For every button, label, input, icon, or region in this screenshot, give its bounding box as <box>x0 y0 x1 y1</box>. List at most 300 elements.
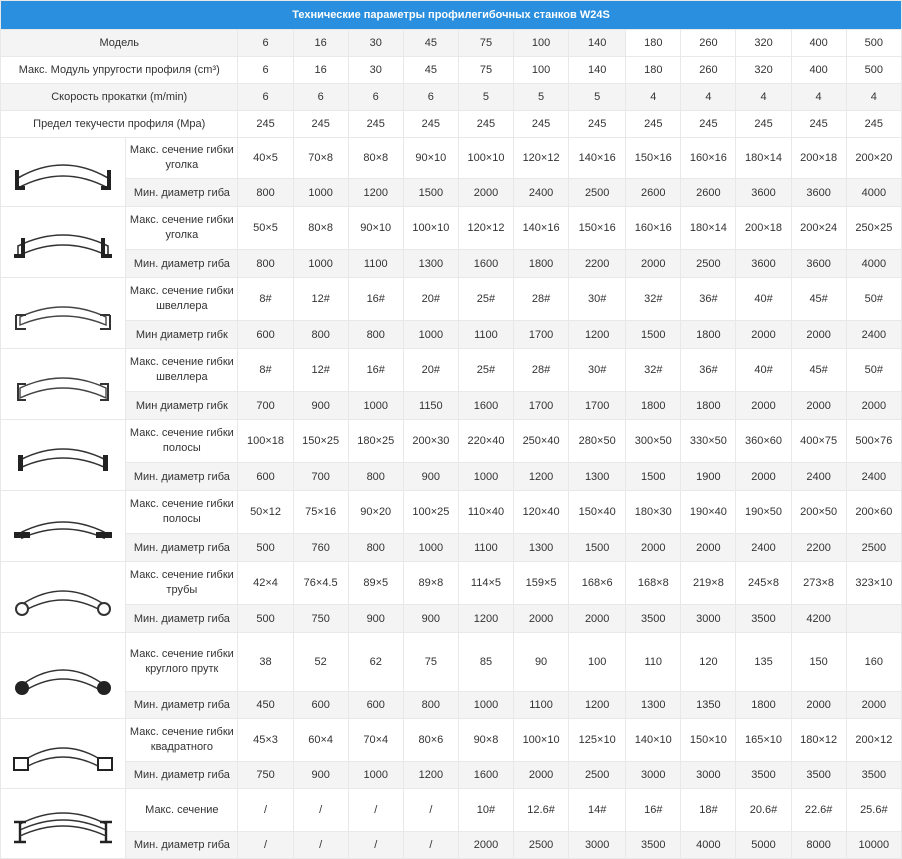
table-cell: 2600 <box>626 179 681 207</box>
table-cell: 400 <box>791 30 846 57</box>
table-cell: 2000 <box>514 762 569 789</box>
table-cell: 900 <box>293 762 348 789</box>
table-cell: 2000 <box>791 692 846 719</box>
table-cell: 2400 <box>846 463 901 491</box>
row-label: Мин. диаметр гиба <box>126 179 238 207</box>
table-cell: 180 <box>626 30 681 57</box>
table-cell: 500 <box>238 534 293 562</box>
table-row <box>1 420 902 463</box>
table-cell: 135 <box>736 633 791 692</box>
table-cell: 2000 <box>846 692 901 719</box>
table-cell: 320 <box>736 30 791 57</box>
table-row <box>1 250 902 278</box>
table-cell: 25# <box>458 278 513 321</box>
table-cell: 2000 <box>736 392 791 420</box>
table-cell: 4 <box>791 84 846 111</box>
table-cell: 800 <box>293 321 348 349</box>
table-cell: 800 <box>348 534 403 562</box>
row-label: Скорость прокатки (m/min) <box>1 84 238 111</box>
table-cell: 1700 <box>569 392 626 420</box>
table-cell: 3600 <box>791 179 846 207</box>
table-cell: 4000 <box>846 250 901 278</box>
pipe-profile-icon <box>1 562 126 633</box>
row-label: Мин диаметр гибк <box>126 321 238 349</box>
table-cell: 2000 <box>514 605 569 633</box>
table-cell: 2000 <box>736 463 791 491</box>
table-cell: 4000 <box>846 179 901 207</box>
table-cell: 200×12 <box>846 719 901 762</box>
table-cell: 100 <box>514 30 569 57</box>
row-label: Макс. сечение гибки полосы <box>126 420 238 463</box>
table-cell: 1300 <box>626 692 681 719</box>
table-cell: 250×25 <box>846 207 901 250</box>
table-cell: 12# <box>293 349 348 392</box>
table-cell: 28# <box>514 349 569 392</box>
table-title: Технические параметры профилегибочных станков W24S <box>1 1 902 30</box>
table-cell: 80×6 <box>403 719 458 762</box>
table-row <box>1 207 902 250</box>
row-label: Макс. сечение гибки швеллера <box>126 278 238 321</box>
table-cell: 2400 <box>846 321 901 349</box>
table-cell: 280×50 <box>569 420 626 463</box>
table-cell: 1200 <box>348 179 403 207</box>
table-cell: 3600 <box>736 179 791 207</box>
table-cell: 1500 <box>403 179 458 207</box>
table-cell: 3000 <box>681 762 736 789</box>
table-cell: 800 <box>238 179 293 207</box>
table-cell: 10# <box>458 789 513 832</box>
table-cell: 600 <box>348 692 403 719</box>
table-cell: 700 <box>293 463 348 491</box>
table-cell: 38 <box>238 633 293 692</box>
table-cell: 6 <box>238 30 293 57</box>
table-cell: 140 <box>569 30 626 57</box>
table-cell: 140×10 <box>626 719 681 762</box>
table-cell: 180×14 <box>681 207 736 250</box>
table-cell: 150×25 <box>293 420 348 463</box>
table-cell: 245 <box>458 111 513 138</box>
table-row <box>1 762 902 789</box>
table-cell: 62 <box>348 633 403 692</box>
flat-bar-vertical-profile-icon <box>1 420 126 491</box>
table-cell: 75 <box>403 633 458 692</box>
table-cell: 1100 <box>514 692 569 719</box>
header-row <box>1 57 902 84</box>
table-cell: 1000 <box>458 692 513 719</box>
table-cell: 36# <box>681 349 736 392</box>
table-cell: 25.6# <box>846 789 901 832</box>
table-cell: 80×8 <box>293 207 348 250</box>
table-cell: 160×16 <box>681 138 736 179</box>
table-cell: 6 <box>403 84 458 111</box>
table-cell: 200×24 <box>791 207 846 250</box>
table-cell: 2500 <box>569 762 626 789</box>
table-row <box>1 392 902 420</box>
table-cell: 120×12 <box>514 138 569 179</box>
table-row <box>1 463 902 491</box>
table-cell: 245×8 <box>736 562 791 605</box>
table-cell: 12.6# <box>514 789 569 832</box>
table-cell: 30 <box>348 57 403 84</box>
table-cell: 500×76 <box>846 420 901 463</box>
table-cell: 1000 <box>348 392 403 420</box>
table-row <box>1 278 902 321</box>
table-cell: 110×40 <box>458 491 513 534</box>
table-row <box>1 789 902 832</box>
table-cell: 320 <box>736 57 791 84</box>
row-label: Макс. Модуль упругости профиля (cm³) <box>1 57 238 84</box>
table-cell: 2000 <box>791 392 846 420</box>
table-cell: 1800 <box>626 392 681 420</box>
table-cell: / <box>403 789 458 832</box>
table-cell: 3500 <box>736 605 791 633</box>
table-cell: 2500 <box>569 179 626 207</box>
table-cell: 600 <box>238 463 293 491</box>
table-cell: 3500 <box>791 762 846 789</box>
table-cell: 89×5 <box>348 562 403 605</box>
table-cell: 245 <box>681 111 736 138</box>
table-cell: 245 <box>238 111 293 138</box>
row-label: Макс. сечение гибки трубы <box>126 562 238 605</box>
table-cell: 2000 <box>626 534 681 562</box>
table-cell: 90×8 <box>458 719 513 762</box>
table-cell: 2400 <box>736 534 791 562</box>
table-cell: 200×60 <box>846 491 901 534</box>
table-cell: 1800 <box>681 321 736 349</box>
table-cell: 2400 <box>514 179 569 207</box>
table-cell: 28# <box>514 278 569 321</box>
table-cell: 1900 <box>681 463 736 491</box>
table-cell: 50# <box>846 349 901 392</box>
table-cell: 5000 <box>736 832 791 859</box>
table-row <box>1 692 902 719</box>
row-label: Макс. сечение гибки круглого прутк <box>126 633 238 692</box>
table-cell: 245 <box>846 111 901 138</box>
table-cell: 52 <box>293 633 348 692</box>
table-cell: 245 <box>348 111 403 138</box>
table-row <box>1 349 902 392</box>
table-cell: 20.6# <box>736 789 791 832</box>
header-row <box>1 84 902 111</box>
table-cell: 4 <box>736 84 791 111</box>
table-cell: 90×10 <box>348 207 403 250</box>
table-cell: 1500 <box>626 321 681 349</box>
table-cell: 50×12 <box>238 491 293 534</box>
table-cell: 4 <box>626 84 681 111</box>
table-cell: 6 <box>348 84 403 111</box>
table-cell: 1200 <box>569 321 626 349</box>
table-cell: 260 <box>681 57 736 84</box>
table-cell: 165×10 <box>736 719 791 762</box>
table-cell: / <box>348 789 403 832</box>
table-cell: 190×50 <box>736 491 791 534</box>
row-label: Мин. диаметр гиба <box>126 832 238 859</box>
table-cell: 1000 <box>403 321 458 349</box>
table-cell: 1500 <box>569 534 626 562</box>
table-cell: 50# <box>846 278 901 321</box>
table-cell: 140×16 <box>514 207 569 250</box>
table-cell: 1700 <box>514 392 569 420</box>
table-cell: 500 <box>238 605 293 633</box>
table-cell: 6 <box>293 84 348 111</box>
table-cell: 159×5 <box>514 562 569 605</box>
table-cell: 245 <box>626 111 681 138</box>
table-cell: 5 <box>458 84 513 111</box>
table-cell: 1000 <box>293 250 348 278</box>
table-cell: 90 <box>514 633 569 692</box>
table-cell: 70×8 <box>293 138 348 179</box>
table-cell: 12# <box>293 278 348 321</box>
table-cell: 16# <box>348 278 403 321</box>
table-cell: 5 <box>514 84 569 111</box>
table-cell: 100 <box>569 633 626 692</box>
table-cell: 30# <box>569 278 626 321</box>
table-cell: 150×10 <box>681 719 736 762</box>
table-cell: 1200 <box>458 605 513 633</box>
table-cell: 89×8 <box>403 562 458 605</box>
table-cell: 1100 <box>458 321 513 349</box>
table-cell: 245 <box>514 111 569 138</box>
row-label: Мин диаметр гибк <box>126 392 238 420</box>
table-cell: 1200 <box>514 463 569 491</box>
table-cell: 3000 <box>681 605 736 633</box>
table-cell: / <box>238 832 293 859</box>
table-row <box>1 491 902 534</box>
table-cell: 5 <box>569 84 626 111</box>
table-cell: 16 <box>293 30 348 57</box>
table-cell: 600 <box>293 692 348 719</box>
row-label: Мин. диаметр гиба <box>126 692 238 719</box>
table-row <box>1 832 902 859</box>
table-cell: 200×18 <box>791 138 846 179</box>
row-label: Мин. диаметр гиба <box>126 534 238 562</box>
table-cell: 900 <box>348 605 403 633</box>
row-label: Предел текучести профиля (Mpa) <box>1 111 238 138</box>
row-label: Макс. сечение гибки швеллера <box>126 349 238 392</box>
table-cell: 100×10 <box>458 138 513 179</box>
table-cell: 1200 <box>569 692 626 719</box>
table-cell: 3500 <box>736 762 791 789</box>
table-cell: 700 <box>238 392 293 420</box>
table-cell: 3600 <box>791 250 846 278</box>
table-cell: 150 <box>791 633 846 692</box>
flat-bar-horizontal-profile-icon <box>1 491 126 562</box>
table-row <box>1 534 902 562</box>
table-cell: / <box>293 832 348 859</box>
table-cell: 90×20 <box>348 491 403 534</box>
table-cell: 900 <box>403 463 458 491</box>
table-cell: 300×50 <box>626 420 681 463</box>
table-cell <box>846 605 901 633</box>
table-cell: 1350 <box>681 692 736 719</box>
table-cell: 1100 <box>458 534 513 562</box>
table-cell: / <box>238 789 293 832</box>
table-cell: 2000 <box>626 250 681 278</box>
table-cell: 150×16 <box>569 207 626 250</box>
table-cell: 2200 <box>791 534 846 562</box>
table-cell: / <box>403 832 458 859</box>
table-cell: 100 <box>514 57 569 84</box>
table-cell: 4200 <box>791 605 846 633</box>
table-cell: 100×10 <box>514 719 569 762</box>
table-cell: 3500 <box>846 762 901 789</box>
table-cell: 200×50 <box>791 491 846 534</box>
table-cell: 245 <box>403 111 458 138</box>
table-cell: 800 <box>348 463 403 491</box>
table-cell: 800 <box>238 250 293 278</box>
row-label: Мин. диаметр гиба <box>126 250 238 278</box>
round-bar-profile-icon <box>1 633 126 719</box>
table-row <box>1 321 902 349</box>
table-cell: 2000 <box>791 321 846 349</box>
table-cell: 245 <box>791 111 846 138</box>
row-label: Модель <box>1 30 238 57</box>
table-cell: 2200 <box>569 250 626 278</box>
table-cell: 760 <box>293 534 348 562</box>
table-cell: 1000 <box>348 762 403 789</box>
table-cell: 75×16 <box>293 491 348 534</box>
table-cell: / <box>293 789 348 832</box>
table-cell: 32# <box>626 349 681 392</box>
table-cell: 16# <box>348 349 403 392</box>
table-cell: 1800 <box>514 250 569 278</box>
table-cell: 3000 <box>626 762 681 789</box>
table-cell: 1000 <box>403 534 458 562</box>
table-cell: 200×18 <box>736 207 791 250</box>
table-cell: 2000 <box>846 392 901 420</box>
table-cell: 200×20 <box>846 138 901 179</box>
table-cell: 1300 <box>403 250 458 278</box>
table-row <box>1 719 902 762</box>
table-cell: 168×6 <box>569 562 626 605</box>
table-cell: 1000 <box>293 179 348 207</box>
table-cell: 125×10 <box>569 719 626 762</box>
table-cell: 32# <box>626 278 681 321</box>
table-cell: 75 <box>458 30 513 57</box>
table-cell: 330×50 <box>681 420 736 463</box>
table-cell: 90×10 <box>403 138 458 179</box>
table-cell: 2000 <box>736 321 791 349</box>
channel-inward-profile-icon <box>1 349 126 420</box>
table-cell: 245 <box>569 111 626 138</box>
table-cell: 114×5 <box>458 562 513 605</box>
table-cell: 4000 <box>681 832 736 859</box>
table-cell: 40×5 <box>238 138 293 179</box>
table-cell: 168×8 <box>626 562 681 605</box>
table-cell: 3500 <box>626 832 681 859</box>
table-cell: 1300 <box>569 463 626 491</box>
table-row <box>1 179 902 207</box>
table-cell: 160 <box>846 633 901 692</box>
table-cell: 2000 <box>569 605 626 633</box>
table-cell: 120×12 <box>458 207 513 250</box>
table-cell: 500 <box>846 30 901 57</box>
table-cell: 40# <box>736 349 791 392</box>
table-cell: 76×4.5 <box>293 562 348 605</box>
table-cell: 2500 <box>514 832 569 859</box>
table-cell: 1600 <box>458 762 513 789</box>
row-label: Макс. сечение гибки полосы <box>126 491 238 534</box>
table-cell: 18# <box>681 789 736 832</box>
table-cell: 400×75 <box>791 420 846 463</box>
table-cell: 1500 <box>626 463 681 491</box>
table-cell: 2500 <box>681 250 736 278</box>
table-cell: 110 <box>626 633 681 692</box>
table-cell: 1000 <box>458 463 513 491</box>
row-label: Макс. сечение <box>126 789 238 832</box>
table-cell: 100×10 <box>403 207 458 250</box>
table-cell: 180×30 <box>626 491 681 534</box>
angle-inward-profile-icon <box>1 207 126 278</box>
table-cell: 1600 <box>458 392 513 420</box>
table-cell: 42×4 <box>238 562 293 605</box>
table-cell: 100×18 <box>238 420 293 463</box>
table-cell: 150×40 <box>569 491 626 534</box>
table-cell: 45# <box>791 349 846 392</box>
table-cell: 200×30 <box>403 420 458 463</box>
table-cell: 3500 <box>626 605 681 633</box>
table-cell: 2000 <box>458 832 513 859</box>
table-cell: 25# <box>458 349 513 392</box>
table-cell: 1700 <box>514 321 569 349</box>
table-cell: 120×40 <box>514 491 569 534</box>
table-row <box>1 562 902 605</box>
table-cell: 30# <box>569 349 626 392</box>
channel-outward-profile-icon <box>1 278 126 349</box>
table-cell: 8000 <box>791 832 846 859</box>
table-cell: 180×12 <box>791 719 846 762</box>
table-cell: 30 <box>348 30 403 57</box>
table-cell: 14# <box>569 789 626 832</box>
table-cell: 1800 <box>681 392 736 420</box>
table-cell: 750 <box>293 605 348 633</box>
table-row <box>1 605 902 633</box>
table-cell: 190×40 <box>681 491 736 534</box>
table-cell: 900 <box>293 392 348 420</box>
row-label: Макс. сечение гибки квадратного <box>126 719 238 762</box>
table-cell: 800 <box>348 321 403 349</box>
table-cell: 1200 <box>403 762 458 789</box>
table-cell: 140×16 <box>569 138 626 179</box>
table-cell: 1800 <box>736 692 791 719</box>
table-cell: 45 <box>403 57 458 84</box>
table-cell: 800 <box>403 692 458 719</box>
table-cell: 36# <box>681 278 736 321</box>
table-cell: 120 <box>681 633 736 692</box>
table-cell: 600 <box>238 321 293 349</box>
table-cell: 4 <box>846 84 901 111</box>
table-cell: 180×14 <box>736 138 791 179</box>
table-cell: 500 <box>846 57 901 84</box>
table-cell: 160×16 <box>626 207 681 250</box>
table-cell: 450 <box>238 692 293 719</box>
table-cell: 323×10 <box>846 562 901 605</box>
table-cell: 250×40 <box>514 420 569 463</box>
table-cell: 45 <box>403 30 458 57</box>
table-cell: 60×4 <box>293 719 348 762</box>
table-cell: 20# <box>403 349 458 392</box>
table-cell: 45# <box>791 278 846 321</box>
table-cell: 219×8 <box>681 562 736 605</box>
table-cell: 70×4 <box>348 719 403 762</box>
table-cell: 3600 <box>736 250 791 278</box>
angle-outward-profile-icon <box>1 138 126 207</box>
table-cell: 50×5 <box>238 207 293 250</box>
table-cell: 2000 <box>681 534 736 562</box>
table-cell: 22.6# <box>791 789 846 832</box>
table-cell: 180×25 <box>348 420 403 463</box>
table-cell: 6 <box>238 57 293 84</box>
